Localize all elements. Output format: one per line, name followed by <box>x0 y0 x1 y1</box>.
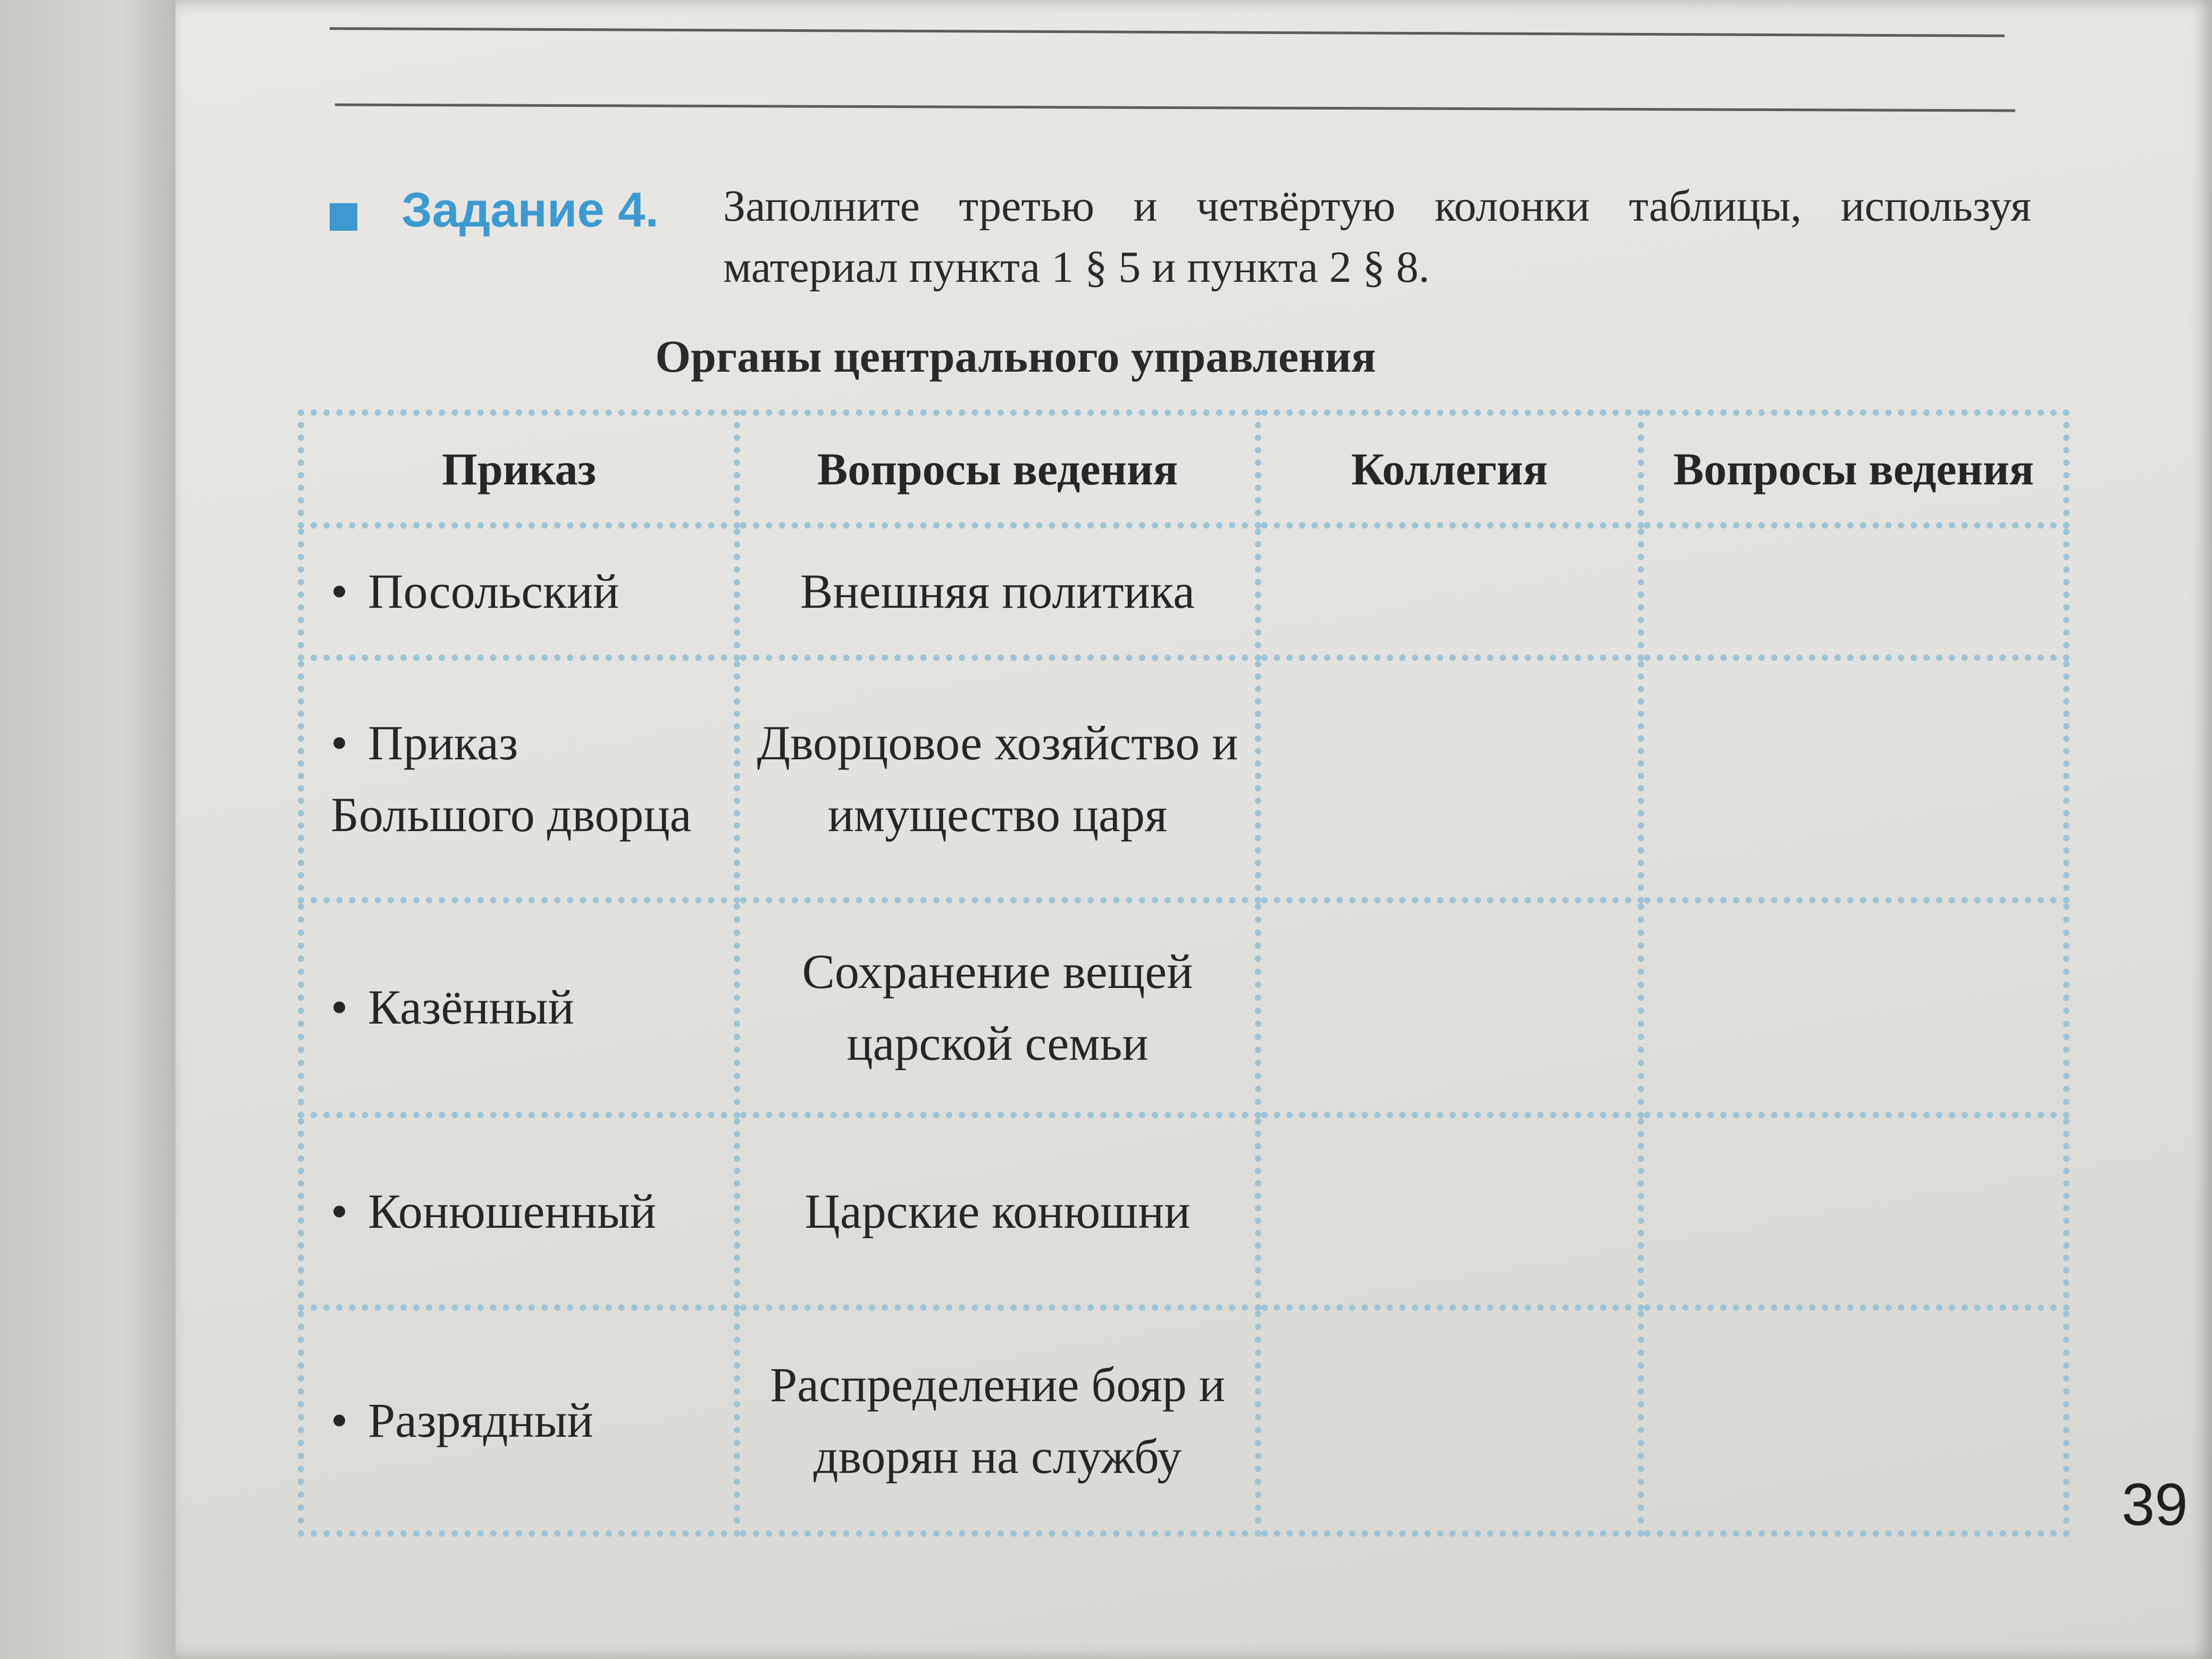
header-kollegiya: Коллегия <box>1258 413 1641 525</box>
square-marker-icon <box>330 203 357 231</box>
prikaz-name: Казённый <box>368 980 574 1035</box>
kollegiya-cell[interactable] <box>1258 1115 1641 1308</box>
voprosy-cell: Внешняя политика <box>737 525 1258 658</box>
table-row <box>301 658 2066 900</box>
header-prikaz: Приказ <box>301 413 737 525</box>
voprosy-kollegii-cell[interactable] <box>1641 900 2066 1115</box>
voprosy-cell: Распределение бояр и дворян на службу <box>737 1308 1258 1534</box>
table-row <box>301 1308 2066 1534</box>
table-row <box>301 900 2066 1115</box>
page-number: 39 <box>2122 1471 2188 1538</box>
prikaz-cell <box>301 525 737 658</box>
organs-table <box>298 409 2069 1537</box>
voprosy-cell: Царские конюшни <box>737 1115 1258 1308</box>
voprosy-kollegii-cell[interactable] <box>1641 1115 2066 1308</box>
voprosy-kollegii-cell[interactable] <box>1641 525 2066 658</box>
kollegiya-cell[interactable] <box>1258 900 1641 1115</box>
bullet-icon: • <box>331 1393 348 1448</box>
prikaz-cell <box>301 900 737 1115</box>
prikaz-cell <box>301 1308 737 1534</box>
voprosy-kollegii-cell[interactable] <box>1641 658 2066 900</box>
prikaz-name: Разрядный <box>368 1393 593 1448</box>
bullet-icon: • <box>331 1184 348 1238</box>
task-block <box>330 175 2058 324</box>
kollegiya-cell[interactable] <box>1258 658 1641 900</box>
table-header-row <box>301 413 2066 525</box>
table-row <box>301 1115 2066 1308</box>
voprosy-cell: Сохранение вещей царской семьи <box>737 900 1258 1115</box>
prikaz-name: Конюшенный <box>368 1184 656 1238</box>
voprosy-cell: Дворцовое хозяйство и имущество царя <box>737 658 1258 900</box>
voprosy-kollegii-cell[interactable] <box>1641 1308 2066 1534</box>
header-voprosy: Вопросы ведения <box>737 413 1258 525</box>
previous-page-edge <box>0 0 175 1659</box>
kollegiya-cell[interactable] <box>1258 525 1641 658</box>
bullet-icon: • <box>331 564 348 619</box>
table-row <box>301 525 2066 658</box>
bullet-icon: • <box>331 716 348 770</box>
kollegiya-cell[interactable] <box>1258 1308 1641 1534</box>
prikaz-cell <box>301 658 737 900</box>
prikaz-cell <box>301 1115 737 1308</box>
table-title: Органы центрального управления <box>655 331 1376 382</box>
prikaz-name: Посольский <box>368 564 619 619</box>
header-voprosy-kollegii: Вопросы ведения <box>1641 413 2066 525</box>
prikaz-name: Приказ Большого дворца <box>331 716 692 842</box>
task-label: Задание 4. <box>401 183 659 237</box>
bullet-icon: • <box>331 980 348 1035</box>
task-instruction: Заполните третью и четвёртую колонки таблицы, используя материал пункта 1 § 5 и пункта 2 § 8. <box>723 181 2031 292</box>
